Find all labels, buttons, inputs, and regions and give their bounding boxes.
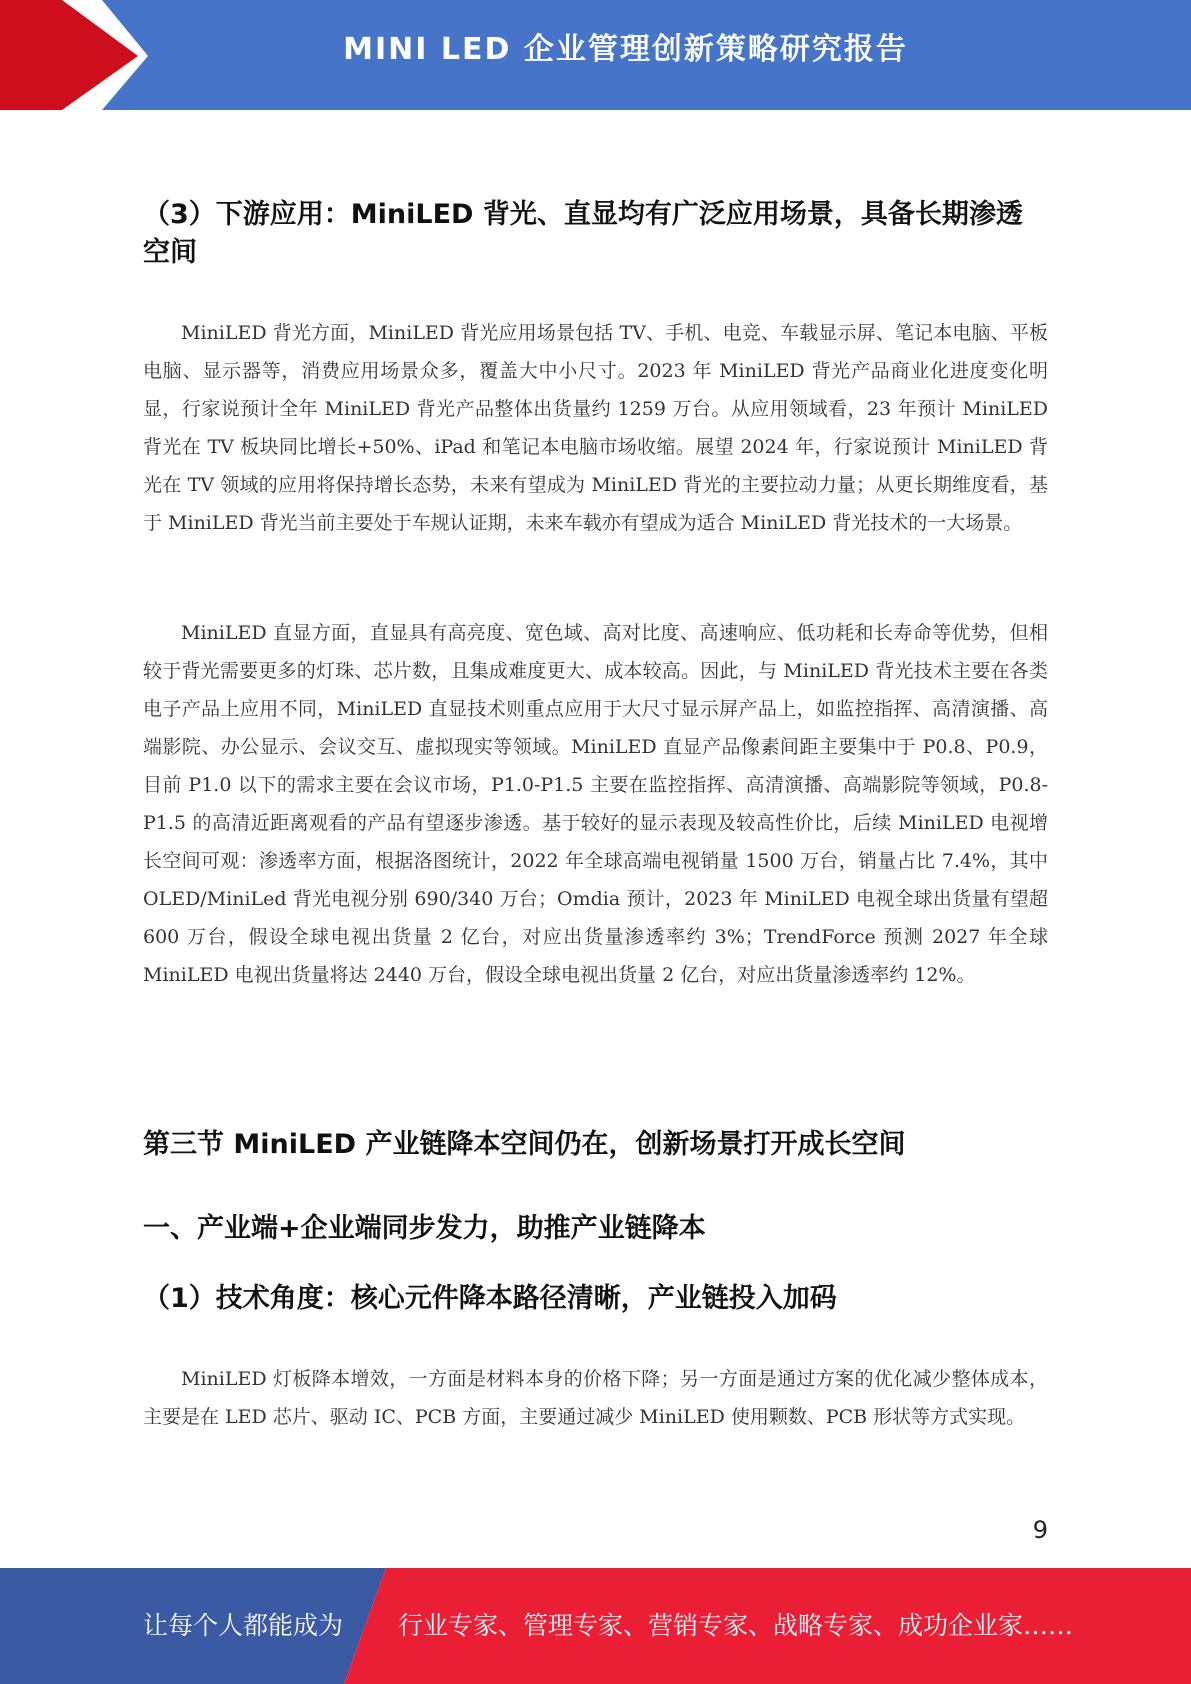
report-title: MINI LED 企业管理创新策略研究报告 bbox=[343, 32, 908, 67]
paragraph-backlight: MiniLED 背光方面，MiniLED 背光应用场景包括 TV、手机、电竞、车载显示屏、笔记本电脑、平板电脑、显示器等，消费应用场景众多，覆盖大中小尺寸。2023 年 MiniLED 背光产品商业化进度变化明显，行家说预计全年 MiniLED 背光产品整体出货量约 1259 万台。从应用领域看，23 年预计 MiniLED 背光在 TV 板块同比增长+50%、iPad 和笔记本电脑市场收缩。展望 2024 年，行家说预计 MiniLED 背光在 TV 领域的应用将保持增长态势，未来有望成为 MiniLED 背光的主要拉动力量；从更长期维度看，基于 MiniLED 背光当前主要处于车规认证期，未来车载亦有望成为适合 MiniLED 背光技术的一大场景。 bbox=[143, 322, 1048, 534]
paragraph-cost-reduction: MiniLED 灯板降本增效，一方面是材料本身的价格下降；另一方面是通过方案的优化减少整体成本，主要是在 LED 芯片、驱动 IC、PCB 方面，主要通过减少 MiniLED 使用颗数、PCB 形状等方式实现。 bbox=[143, 1368, 1048, 1428]
footer-slogan-right: 行业专家、管理专家、营销专家、战略专家、成功企业家…… bbox=[398, 1611, 1074, 1640]
page-header bbox=[0, 0, 1191, 110]
page-footer bbox=[0, 1568, 1191, 1684]
section-heading-one: 一、产业端+企业端同步发力，助推产业链降本 bbox=[143, 1213, 706, 1244]
page-number: 9 bbox=[1032, 1516, 1048, 1544]
subsection-heading-downstream: （3）下游应用：MiniLED 背光、直显均有广泛应用场景，具备长期渗透空间 bbox=[143, 199, 1023, 268]
subsection-heading-technology: （1）技术角度：核心元件降本路径清晰，产业链投入加码 bbox=[143, 1283, 837, 1314]
section-heading-third: 第三节 MiniLED 产业链降本空间仍在，创新场景打开成长空间 bbox=[143, 1129, 906, 1160]
footer-slogan-left: 让每个人都能成为 bbox=[143, 1611, 344, 1640]
paragraph-direct-display: MiniLED 直显方面，直显具有高亮度、宽色域、高对比度、高速响应、低功耗和长寿命等优势，但相较于背光需要更多的灯珠、芯片数，且集成难度更大、成本较高。因此，与 MiniLED 背光技术主要在各类电子产品上应用不同，MiniLED 直显技术则重点应用于大尺寸显示屏产品上，如监控指挥、高清演播、高端影院、办公显示、会议交互、虚拟现实等领域。MiniLED 直显产品像素间距主要集中于 P0.8、P0.9，目前 P1.0 以下的需求主要在会议市场，P1.0-P1.5 主要在监控指挥、高清演播、高端影院等领域，P0.8-P1.5 的高清近距离观看的产品有望逐步渗透。基于较好的显示表现及较高性价比，后续 MiniLED 电视增长空间可观：渗透率方面，根据洛图统计，2022 年全球高端电视销量 1500 万台，销量占比 7.4%，其中 OLED/MiniLed 背光电视分别 690/340 万台；Omdia 预计，2023 年 MiniLED 电视全球出货量有望超 600 万台，假设全球电视出货量 2 亿台，对应出货量渗透率约 3%；TrendForce 预测 2027 年全球 MiniLED 电视出货量将达 2440 万台，假设全球电视出货量 2 亿台，对应出货量渗透率约 12%。 bbox=[143, 622, 1048, 986]
